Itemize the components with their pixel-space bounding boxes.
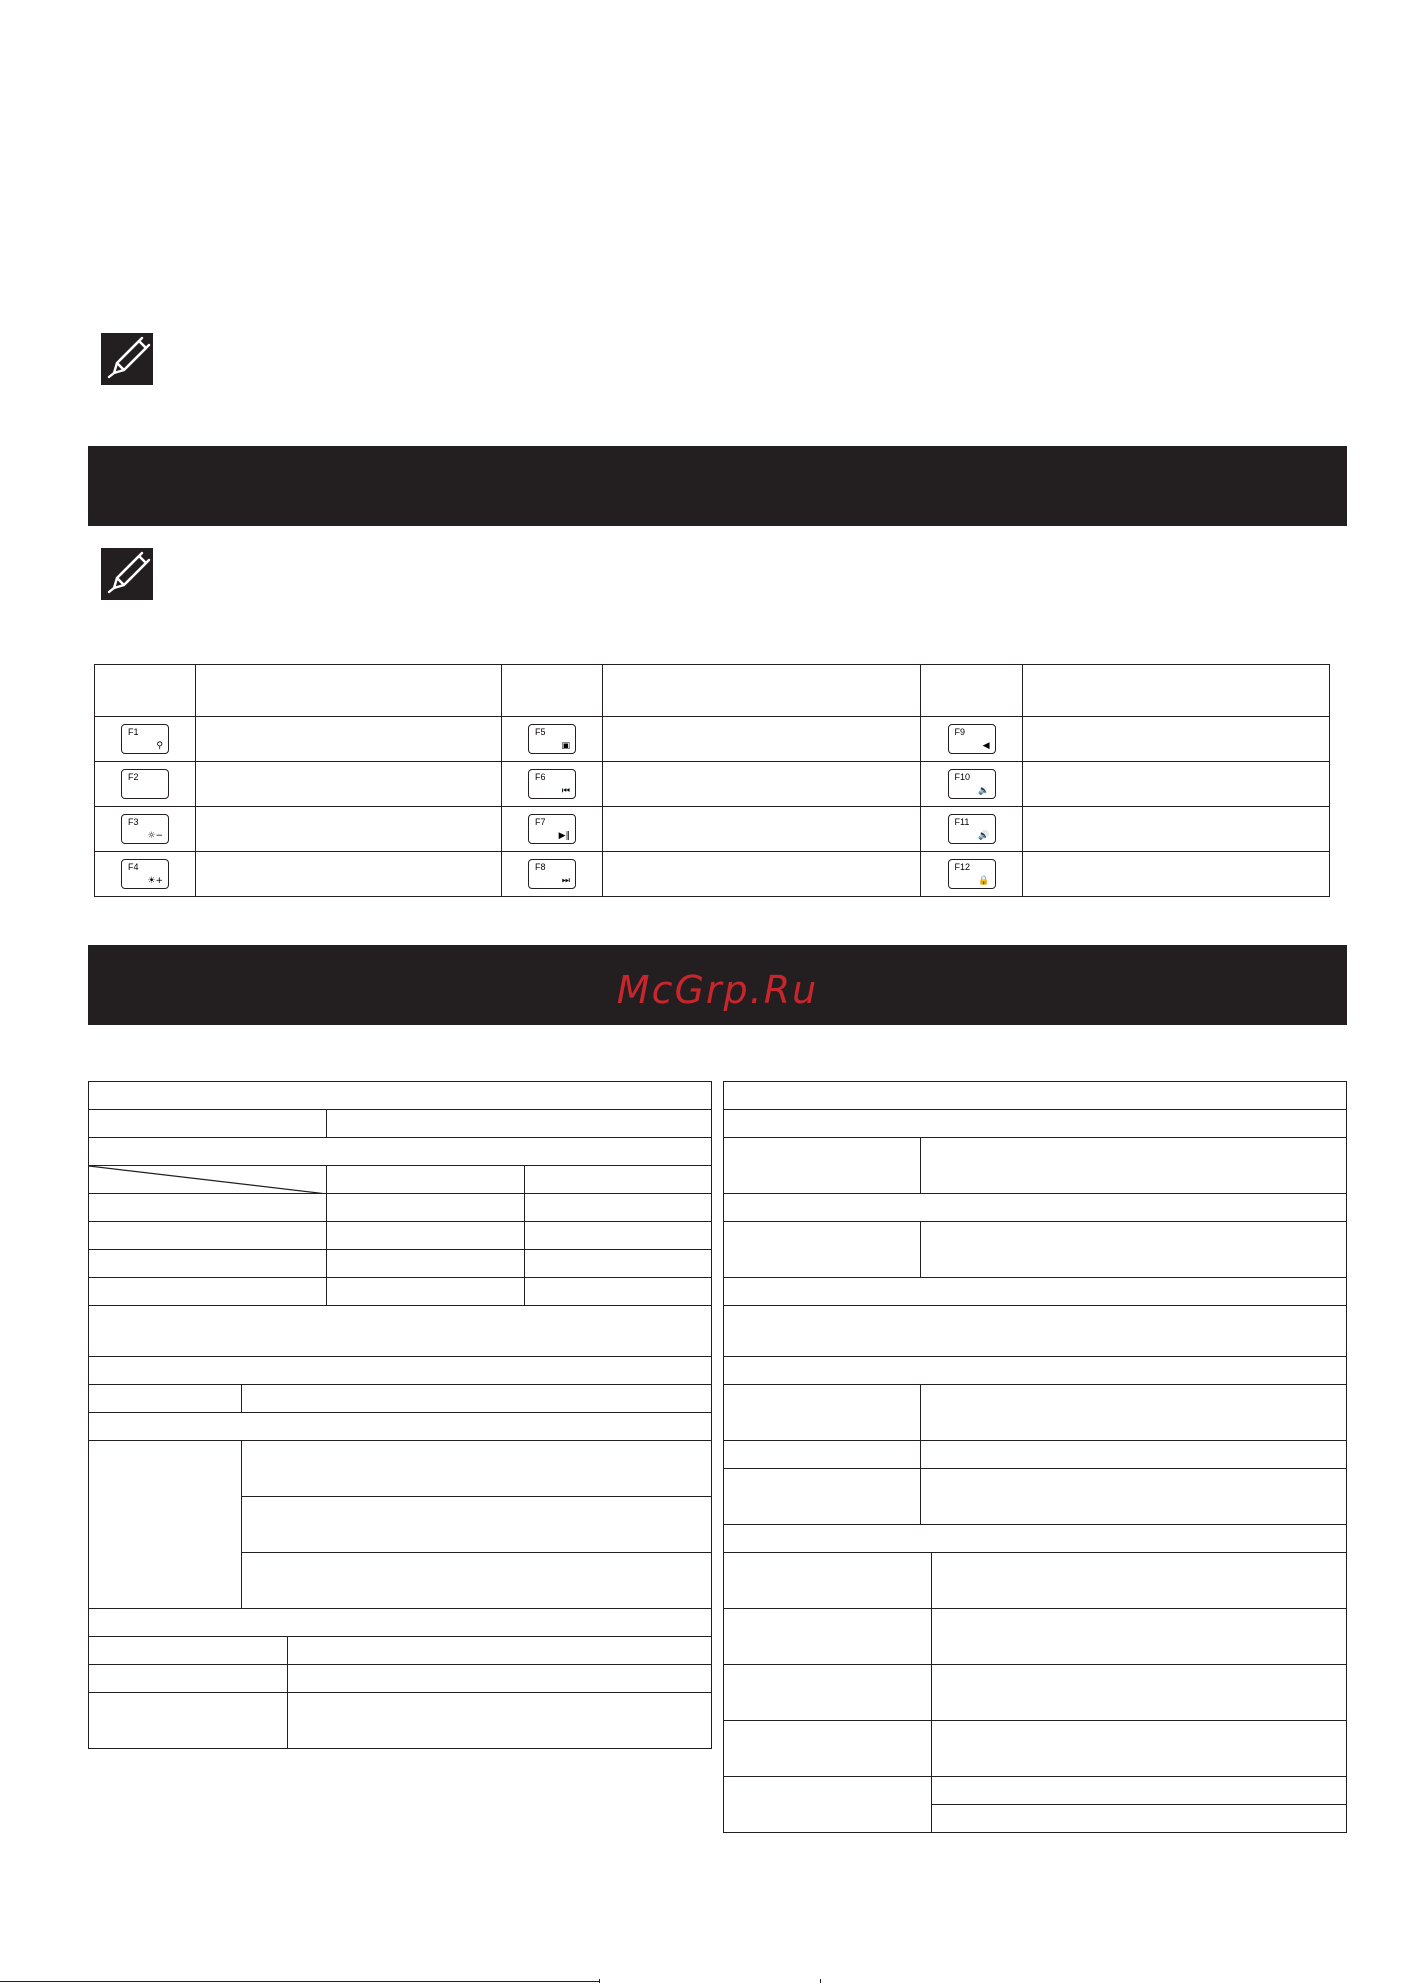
table-cell xyxy=(288,1665,712,1693)
spec-table-right xyxy=(723,1081,1347,1833)
table-cell xyxy=(525,1278,712,1306)
table-cell xyxy=(89,1609,712,1637)
table-cell xyxy=(89,1194,327,1222)
table-cell xyxy=(724,1777,932,1833)
section-header-bar xyxy=(88,446,1347,526)
f1-key: F1 ⚲ xyxy=(121,724,169,754)
table-cell xyxy=(1023,852,1330,897)
table-cell xyxy=(603,807,921,852)
table-header-cell xyxy=(603,665,921,717)
f12-key: F12 🔒 xyxy=(948,859,996,889)
brightness-up-icon: ☀+ xyxy=(147,876,163,886)
table-cell xyxy=(932,1665,1347,1721)
table-cell xyxy=(603,762,921,807)
screen-icon: ▣ xyxy=(561,741,570,751)
table-cell xyxy=(327,1250,525,1278)
volume-mute-icon: ◀ xyxy=(982,741,990,751)
table-cell xyxy=(603,717,921,762)
table-cell xyxy=(932,1553,1347,1609)
f5-key: F5 ▣ xyxy=(528,724,576,754)
table-cell xyxy=(724,1278,1347,1306)
table-cell xyxy=(724,1469,921,1525)
table-cell xyxy=(724,1525,1347,1553)
table-cell xyxy=(1023,762,1330,807)
table-cell xyxy=(242,1385,712,1413)
table-cell xyxy=(89,1413,712,1441)
table-cell xyxy=(89,1306,712,1357)
table-cell xyxy=(724,1385,921,1441)
table-cell xyxy=(525,1250,712,1278)
table-cell xyxy=(89,1357,712,1385)
diagonal-header-cell xyxy=(89,1166,327,1194)
table-cell xyxy=(196,717,502,762)
lock-icon: 🔒 xyxy=(978,876,990,886)
table-cell xyxy=(724,1194,1347,1222)
page-bottom-rule xyxy=(0,1981,600,1982)
table-cell xyxy=(89,1637,288,1665)
f9-key: F9 ◀ xyxy=(948,724,996,754)
f10-key: F10 🔉 xyxy=(948,769,996,799)
table-header-cell xyxy=(502,665,603,717)
table-cell xyxy=(932,1721,1347,1777)
table-cell xyxy=(724,1357,1347,1385)
table-cell xyxy=(921,1138,1347,1194)
f11-key: F11 🔊 xyxy=(948,814,996,844)
table-cell xyxy=(327,1222,525,1250)
note-pencil-icon xyxy=(101,548,153,600)
table-cell xyxy=(932,1805,1347,1833)
f3-key: F3 ☼− xyxy=(121,814,169,844)
table-cell xyxy=(724,1553,932,1609)
table-cell xyxy=(921,1441,1347,1469)
page-bottom-tick xyxy=(599,1979,600,1983)
table-cell xyxy=(89,1665,288,1693)
table-cell xyxy=(724,1082,1347,1110)
table-cell xyxy=(724,1222,921,1278)
page-bottom-tick xyxy=(820,1979,821,1983)
previous-track-icon: ⏮ xyxy=(561,786,570,796)
table-cell xyxy=(724,1306,1347,1357)
f2-key: F2 xyxy=(121,769,169,799)
table-header-cell xyxy=(95,665,196,717)
table-cell xyxy=(327,1110,712,1138)
f4-key: F4 ☀+ xyxy=(121,859,169,889)
table-cell xyxy=(603,852,921,897)
table-cell xyxy=(327,1194,525,1222)
table-cell xyxy=(525,1194,712,1222)
brightness-down-icon: ☼− xyxy=(147,831,163,841)
table-cell xyxy=(724,1441,921,1469)
table-cell xyxy=(196,762,502,807)
watermark: McGrp.Ru xyxy=(616,968,819,1012)
table-cell xyxy=(525,1166,712,1194)
table-cell xyxy=(724,1110,1347,1138)
play-pause-icon: ▶‖ xyxy=(558,831,570,841)
table-cell xyxy=(89,1441,242,1609)
table-cell xyxy=(242,1553,712,1609)
table-cell xyxy=(724,1721,932,1777)
table-cell xyxy=(242,1497,712,1553)
table-cell xyxy=(525,1222,712,1250)
table-cell xyxy=(89,1110,327,1138)
table-cell xyxy=(921,1222,1347,1278)
table-cell xyxy=(724,1665,932,1721)
table-cell xyxy=(89,1082,712,1110)
table-cell xyxy=(932,1777,1347,1805)
table-cell xyxy=(288,1693,712,1749)
table-cell xyxy=(242,1441,712,1497)
f7-key: F7 ▶‖ xyxy=(528,814,576,844)
table-cell xyxy=(89,1278,327,1306)
table-cell xyxy=(1023,717,1330,762)
table-cell xyxy=(327,1166,525,1194)
table-cell xyxy=(89,1138,712,1166)
note-pencil-icon xyxy=(101,333,153,385)
table-cell xyxy=(288,1637,712,1665)
table-header-cell xyxy=(921,665,1023,717)
table-header-cell xyxy=(1023,665,1330,717)
table-cell xyxy=(89,1250,327,1278)
table-cell xyxy=(196,807,502,852)
function-key-table xyxy=(94,664,1330,897)
table-cell xyxy=(89,1693,288,1749)
volume-up-icon: 🔊 xyxy=(978,831,990,841)
f8-key: F8 ⏭ xyxy=(528,859,576,889)
search-icon: ⚲ xyxy=(156,741,163,751)
table-cell xyxy=(932,1609,1347,1665)
table-cell xyxy=(724,1138,921,1194)
table-cell xyxy=(921,1385,1347,1441)
table-cell xyxy=(89,1385,242,1413)
table-cell xyxy=(196,852,502,897)
volume-down-icon: 🔉 xyxy=(978,786,990,796)
f6-key: F6 ⏮ xyxy=(528,769,576,799)
table-cell xyxy=(1023,807,1330,852)
table-cell xyxy=(724,1609,932,1665)
table-cell xyxy=(921,1469,1347,1525)
table-cell xyxy=(327,1278,525,1306)
spec-table-left xyxy=(88,1081,712,1749)
table-header-cell xyxy=(196,665,502,717)
next-track-icon: ⏭ xyxy=(561,876,570,886)
table-cell xyxy=(89,1222,327,1250)
